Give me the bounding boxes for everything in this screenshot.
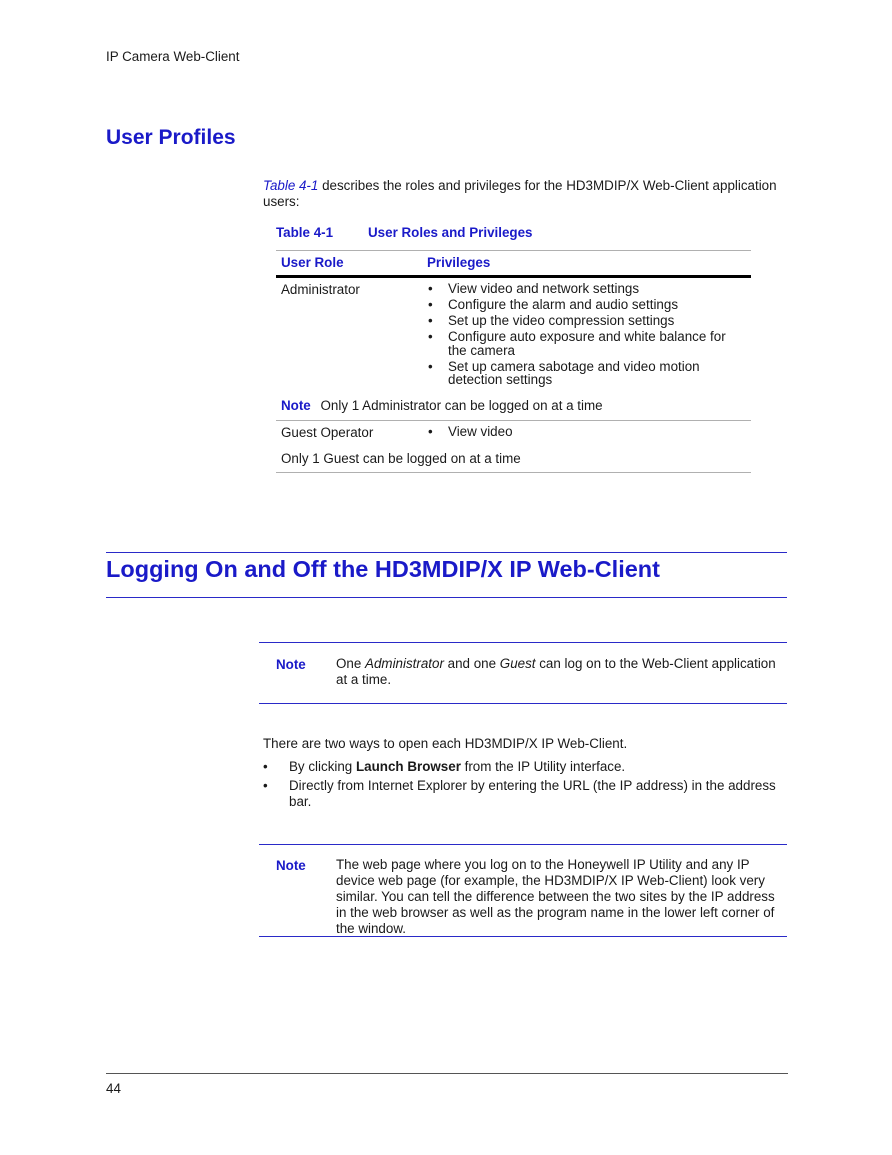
note-text: The web page where you log on to the Honeywell IP Utility and any IP device web page (for example, the HD3MDIP/X IP Web-Client) look very similar. You can tell the difference between the two sites by the IP address in the web browser as well as the program name in the lower left corner of the window. xyxy=(336,857,775,936)
privilege-list xyxy=(428,282,728,389)
table-header-rule xyxy=(276,275,751,278)
footer-rule xyxy=(106,1073,788,1074)
table-bottom-rule xyxy=(276,472,751,473)
list-item: • Set up the video compression settings xyxy=(428,314,728,328)
table-note-guest: Only 1 Guest can be logged on at a time xyxy=(281,451,521,466)
table-cell-role: Guest Operator xyxy=(281,425,374,440)
list-item: • View video and network settings xyxy=(428,282,728,296)
heading-top-rule xyxy=(106,552,787,553)
note-bottom-rule xyxy=(259,703,787,704)
open-methods-list xyxy=(263,759,783,813)
table-note-administrator xyxy=(281,398,603,413)
list-item: • View video xyxy=(428,425,728,439)
note-text: Only 1 Administrator can be logged on at a time xyxy=(320,398,603,413)
privilege-list xyxy=(428,425,728,441)
note-label: Note xyxy=(276,657,306,672)
table-row-divider xyxy=(276,420,751,421)
list-item: • Directly from Internet Explorer by entering the URL (the IP address) in the address bar. xyxy=(263,778,783,810)
table-caption xyxy=(276,225,533,240)
note-label: Note xyxy=(276,858,306,873)
list-item: • Configure auto exposure and white balance for the camera xyxy=(428,330,728,357)
column-header-privileges: Privileges xyxy=(427,255,491,270)
note-top-rule xyxy=(259,642,787,643)
list-item: • By clicking Launch Browser from the IP Utility interface. xyxy=(263,759,783,775)
section-heading-logging: Logging On and Off the HD3MDIP/X IP Web-Client xyxy=(106,556,660,582)
note-text: One Administrator and one Guest can log on to the Web-Client application at a time. xyxy=(336,656,776,687)
heading-bottom-rule xyxy=(106,597,787,598)
body-paragraph: There are two ways to open each HD3MDIP/X IP Web-Client. xyxy=(263,736,628,751)
intro-text: describes the roles and privileges for the HD3MDIP/X Web-Client application users: xyxy=(263,178,777,209)
note-top-rule xyxy=(259,844,787,845)
intro-paragraph xyxy=(263,178,783,210)
table-reference[interactable]: Table 4-1 xyxy=(263,178,319,193)
table-cell-role: Administrator xyxy=(281,282,360,297)
note-label: Note xyxy=(281,398,311,413)
page-number: 44 xyxy=(106,1081,121,1096)
table-caption-number: Table 4-1 xyxy=(276,225,334,240)
launch-browser-label: Launch Browser xyxy=(355,759,461,774)
list-item: • Set up camera sabotage and video motion detection settings xyxy=(428,360,728,387)
table-caption-title: User Roles and Privileges xyxy=(368,225,533,240)
list-item: • Configure the alarm and audio settings xyxy=(428,298,728,312)
note-bottom-rule xyxy=(259,936,787,937)
section-heading-user-profiles: User Profiles xyxy=(106,126,236,149)
table-top-rule xyxy=(276,250,751,251)
column-header-user-role: User Role xyxy=(281,255,344,270)
running-header: IP Camera Web-Client xyxy=(106,49,240,64)
